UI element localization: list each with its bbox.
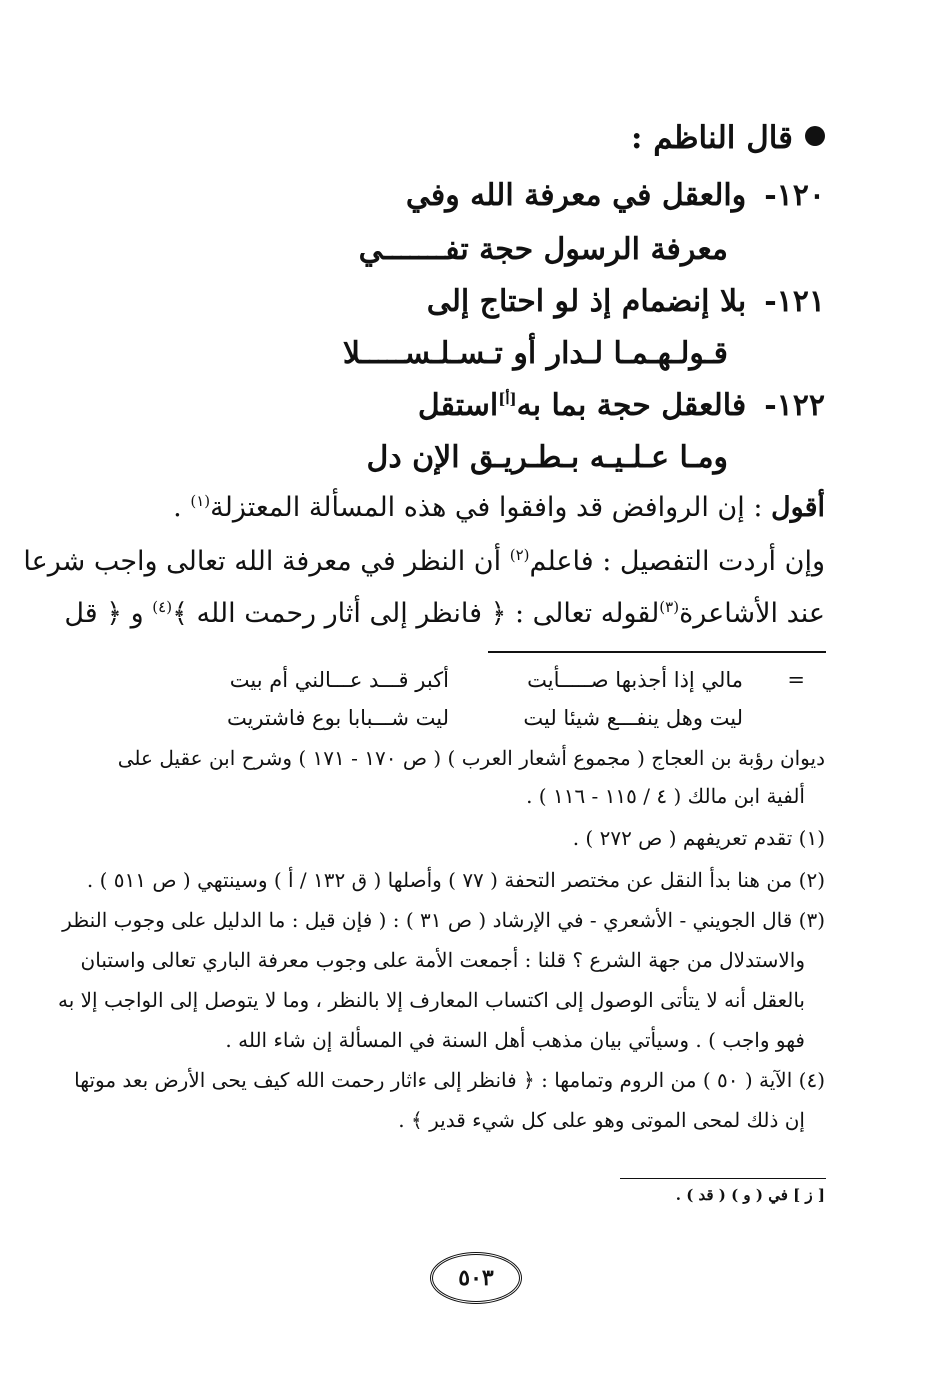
footnote-2: (٢) من هنا بدأ النقل عن مختصر التحفة ( ٧٧ ) وأصلها ( ق ١٣٢ / أ ) وسينتهي ( ص ٥١١ ) . xyxy=(86,868,825,892)
verse-121-first: ١٢١-بلا إنضمام إذ لو احتاج إلى xyxy=(426,284,825,319)
footnote-ref: (٣) xyxy=(659,598,680,616)
verse-number: ١٢١- xyxy=(764,284,825,319)
poem-equals: = xyxy=(787,668,805,692)
manuscript-mark: [أ] xyxy=(498,390,517,408)
verse-120-first: ١٢٠-والعقل في معرفة الله وفي xyxy=(405,178,825,213)
footnote-continuation-2: ألفية ابن مالك ( ٤ / ١١٥ - ١١٦ ) . xyxy=(526,784,805,808)
footnote-3-line-2: والاستدلال من جهة الشرع ؟ قلنا : أجمعت الأمة على وجوب معرفة الباري تعالى واستبان xyxy=(80,948,805,972)
verse-number: ١٢٢- xyxy=(764,388,825,423)
footnote-separator xyxy=(488,651,826,653)
footnote-4-line-2: إن ذلك لمحى الموتى وهو على كل شيء قدير ﴾ . xyxy=(398,1108,805,1132)
verse-120-second: معرفة الرسول حجة تفـــــــي xyxy=(358,232,728,267)
footnote-3-line-1: (٣) قال الجويني - الأشعري - في الإرشاد ( ص ٣١ ) : ( فإن قيل : ما الدليل على وجوب النظر xyxy=(62,908,825,932)
footnote-3-line-4: فهو واجب ) . وسيأتي بيان مذهب أهل السنة في المسألة إن شاء الله . xyxy=(225,1028,805,1052)
poem-row1-b: أكبر قـــد عـــالني أم بيت xyxy=(229,668,449,692)
verse-122-second: ومـا عـلـيـه بـطـريـق الإن دل xyxy=(366,440,728,475)
poem-row2-b: ليت شـــبابا بوع فاشتريت xyxy=(226,706,449,730)
poem-row1-a: مالي إذا أجذبها صـــــأيت xyxy=(527,668,743,692)
body-line-2: وإن أردت التفصيل : فاعلم$^{(٢)}$ أن النظر في معرفة الله تعالى واجب شرعا xyxy=(23,546,825,577)
footnote-ref: (٤) xyxy=(152,598,173,616)
footnote-ref: (٢) xyxy=(509,546,530,564)
bullet-icon xyxy=(805,126,825,146)
footnote-1: (١) تقدم تعريفهم ( ص ٢٧٢ ) . xyxy=(572,826,825,850)
footnote-continuation-1: ديوان رؤبة بن العجاج ( مجموع أشعار العرب ) ( ص ١٧٠ - ١٧١ ) وشرح ابن عقيل على xyxy=(117,746,825,770)
poem-row2-a: ليت وهل ينفـــع شيئا ليت xyxy=(523,706,743,730)
section-heading: قال الناظم : xyxy=(631,120,825,156)
footnote-3-line-3: بالعقل أنه لا يتأتى الوصول إلى اكتساب المعارف إلا بالنظر ، وما لا يتوصل إلى الواجب إلا به xyxy=(58,988,805,1012)
verse-number: ١٢٠- xyxy=(764,178,825,213)
verse-121-second: قـولـهـمـا لـدار أو تـسـلـســـــلا xyxy=(342,336,728,371)
manuscript-note-separator xyxy=(620,1178,826,1179)
body-line-3: عند الأشاعرة$^{(٣)}$لقوله تعالى : ﴿ فانظر إلى أثار رحمت الله ﴾$^{(٤)}$ و ﴿ قل xyxy=(64,598,825,629)
footnote-ref: (١) xyxy=(190,492,211,510)
footnote-4-line-1: (٤) الآية ( ٥٠ ) من الروم وتمامها : ﴿ فانظر إلى ءاثار رحمت الله كيف يحى الأرض بعد موتها xyxy=(74,1068,825,1092)
manuscript-note: [ ز ] في ( و ) ( قد ) . xyxy=(675,1186,825,1204)
verse-122-first: ١٢٢-فالعقل حجة بما به[أ]استقل xyxy=(417,388,825,423)
body-line-1: أقول : إن الروافض قد وافقوا في هذه المسألة المعتزلة$^{(١)}$ . xyxy=(173,492,825,523)
page-number: ٥٠٣ xyxy=(430,1252,522,1304)
